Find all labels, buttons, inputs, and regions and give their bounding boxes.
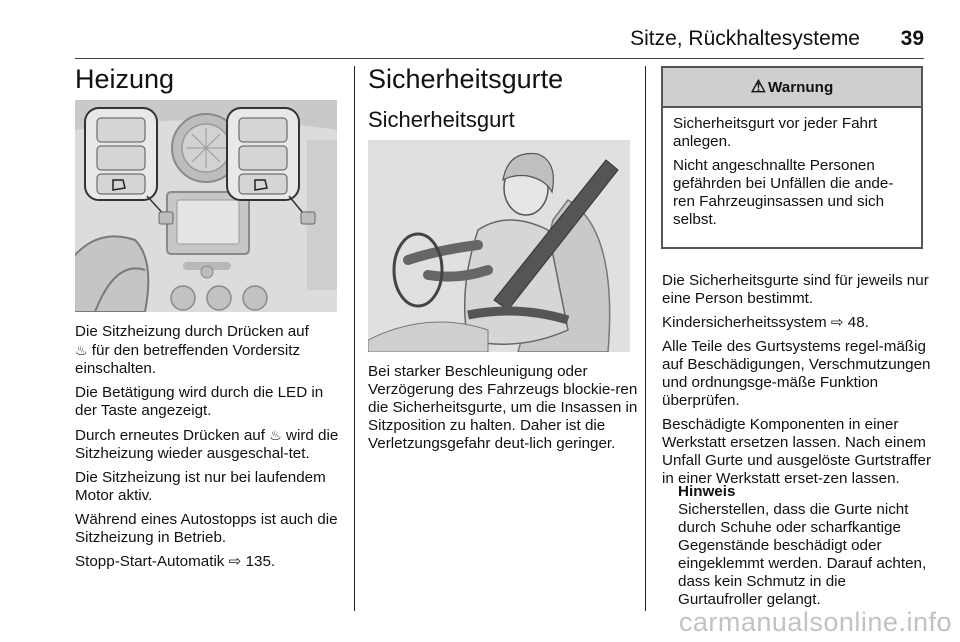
paragraph-autostop: Während eines Autostopps ist auch die Sitzheizung in Betrieb. — [75, 511, 338, 546]
column-divider-right — [645, 66, 646, 611]
seat-heating-icon: ♨ — [75, 342, 88, 358]
paragraph-belt-function: Bei starker Beschleunigung oder Verzögerung des Fahrzeugs blockie-ren die Sicherheitsgurte, um die Insassen in Sitzposition zu halten. Daher ist die Verletzungsgefahr deut-lich geringer. — [368, 363, 638, 452]
heading-heizung: Heizung — [75, 64, 175, 94]
right-column-text — [662, 272, 932, 494]
text-p3-before: Durch erneutes Drücken auf — [75, 427, 265, 444]
header-rule — [75, 58, 924, 59]
paragraph-engine-running: Die Sitzheizung ist nur bei laufendem Motor aktiv. — [75, 469, 326, 504]
heading-sicherheitsgurte: Sicherheitsgurte — [368, 64, 564, 94]
paragraph-replace-components: Beschädigte Komponenten in einer Werkstatt ersetzen lassen. Nach einem Unfall Gurte und ausgelöste Gurtstraffer in einer Werkstatt erset-zen lassen. — [662, 416, 932, 487]
text-p3-after: wird die Sitzheizung wieder ausgeschal-tet. — [75, 427, 339, 462]
note-box — [678, 483, 928, 609]
warning-text-2: Nicht angeschnallte Personen gefährden bei Unfällen die ande-ren Fahrzeuginsassen und sich selbst. — [673, 157, 894, 228]
warning-text-1: Sicherheitsgurt vor jeder Fahrt anlegen. — [673, 115, 878, 150]
page-number: 39 — [900, 27, 924, 50]
paragraph-seat-heating-off — [75, 426, 345, 463]
dashboard-illustration-svg — [75, 100, 337, 312]
page-header-title: Sitze, Rückhaltesysteme — [630, 27, 860, 50]
paragraph-inspect-belts: Alle Teile des Gurtsystems regel-mäßig auf Beschädigungen, Verschmutzungen und ordnungsge-mäße Funktion überprüfen. — [662, 338, 931, 409]
warning-triangle-icon: ⚠ — [750, 77, 766, 96]
watermark: carmanualsonline.info — [678, 607, 952, 637]
warning-box — [661, 66, 923, 249]
paragraph-led: Die Betätigung wird durch die LED in der Taste angezeigt. — [75, 384, 324, 419]
column-divider-left — [354, 66, 355, 611]
warning-body — [663, 108, 921, 229]
paragraph-child-seat-reference[interactable]: Kindersicherheitssystem ⇨ 48. — [662, 314, 869, 331]
warning-title: Warnung — [768, 78, 834, 96]
seatbelt-illustration-svg — [368, 140, 630, 352]
subheading-sicherheitsgurt: Sicherheitsgurt — [368, 107, 515, 132]
warning-header — [663, 68, 921, 108]
dashboard-seat-heating-illustration — [75, 100, 337, 312]
seat-heating-icon: ♨ — [269, 427, 282, 443]
note-title: Hinweis — [678, 483, 736, 500]
middle-column-text — [368, 363, 638, 459]
text-p1-after: für den betreffenden Vordersitz einschalten. — [75, 342, 301, 377]
paragraph-seat-heating-on — [75, 323, 345, 378]
seatbelt-driver-illustration — [368, 140, 630, 352]
left-column-text — [75, 323, 345, 577]
paragraph-stop-start-reference[interactable]: Stopp-Start-Automatik ⇨ 135. — [75, 553, 276, 570]
paragraph-one-person: Die Sicherheitsgurte sind für jeweils nur eine Person bestimmt. — [662, 272, 929, 307]
note-text: Sicherstellen, dass die Gurte nicht durch Schuhe oder scharfkantige Gegenstände beschädigt oder eingeklemmt werden. Darauf achten, dass kein Schmutz in die Gurtaufroller gelangt. — [678, 501, 927, 608]
text-p1-before: Die Sitzheizung durch Drücken auf — [75, 323, 309, 340]
